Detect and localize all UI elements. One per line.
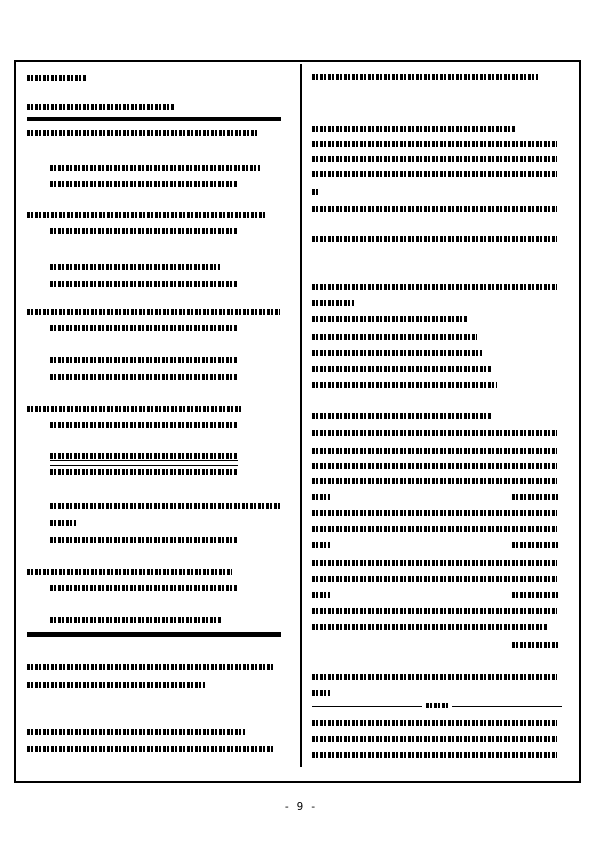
section-rule bbox=[27, 117, 281, 121]
illegible-text-line bbox=[312, 720, 557, 726]
illegible-text-line bbox=[50, 537, 238, 543]
illegible-text-line bbox=[312, 206, 557, 212]
illegible-text-line bbox=[27, 130, 257, 136]
illegible-text-line bbox=[50, 520, 76, 526]
illegible-text-line bbox=[312, 300, 354, 306]
illegible-text-line bbox=[27, 729, 245, 735]
illegible-text-line bbox=[312, 74, 538, 80]
underline-rule bbox=[50, 465, 238, 466]
illegible-text-line bbox=[312, 156, 557, 162]
illegible-text-line bbox=[312, 542, 330, 548]
illegible-text-line bbox=[312, 463, 557, 469]
illegible-text-line bbox=[312, 560, 557, 566]
illegible-text-line bbox=[50, 585, 238, 591]
underline-rule bbox=[50, 460, 238, 461]
illegible-text-line bbox=[27, 212, 267, 218]
illegible-text-line bbox=[312, 334, 477, 340]
illegible-text-line bbox=[312, 236, 557, 242]
illegible-text-line bbox=[312, 752, 557, 758]
illegible-text-line bbox=[512, 494, 560, 500]
illegible-text-line bbox=[512, 642, 560, 648]
illegible-text-line bbox=[312, 494, 330, 500]
illegible-text-line bbox=[312, 126, 516, 132]
illegible-text-line bbox=[512, 542, 560, 548]
footnote-rule bbox=[452, 706, 562, 707]
illegible-text-line bbox=[312, 350, 482, 356]
illegible-text-line bbox=[50, 228, 238, 234]
illegible-text-line bbox=[50, 181, 238, 187]
illegible-text-line bbox=[50, 325, 238, 331]
illegible-text-line bbox=[312, 448, 557, 454]
illegible-text-line bbox=[312, 576, 557, 582]
illegible-text-line bbox=[512, 592, 560, 598]
illegible-text-line bbox=[27, 309, 280, 315]
illegible-text-line bbox=[312, 526, 557, 532]
illegible-text-line bbox=[312, 624, 547, 630]
illegible-text-line bbox=[27, 682, 205, 688]
illegible-text-line bbox=[27, 569, 232, 575]
illegible-text-line bbox=[312, 284, 557, 290]
illegible-text-line bbox=[312, 430, 557, 436]
page-number: - 9 - bbox=[283, 800, 317, 813]
illegible-text-line bbox=[312, 171, 557, 177]
illegible-text-line bbox=[27, 104, 175, 110]
illegible-text-line bbox=[50, 503, 282, 509]
illegible-text-line bbox=[50, 165, 260, 171]
illegible-text-line bbox=[27, 75, 87, 81]
illegible-text-line bbox=[312, 736, 557, 742]
illegible-text-line bbox=[27, 406, 242, 412]
illegible-text-line bbox=[312, 189, 318, 195]
illegible-text-line bbox=[50, 453, 238, 459]
illegible-text-line bbox=[312, 690, 330, 696]
illegible-text-line bbox=[312, 382, 497, 388]
illegible-text-line bbox=[312, 316, 467, 322]
section-rule bbox=[27, 632, 281, 637]
illegible-text-line bbox=[50, 422, 238, 428]
illegible-text-line bbox=[312, 674, 557, 680]
illegible-text-line bbox=[312, 510, 557, 516]
illegible-text-line bbox=[50, 281, 238, 287]
illegible-text-line bbox=[27, 746, 275, 752]
illegible-text-line bbox=[50, 374, 238, 380]
illegible-text-line bbox=[312, 366, 492, 372]
illegible-text-line bbox=[312, 478, 557, 484]
illegible-text-line bbox=[27, 664, 275, 670]
illegible-text-line bbox=[312, 413, 492, 419]
illegible-text-line bbox=[50, 469, 238, 475]
illegible-text-line bbox=[312, 608, 557, 614]
illegible-text-line bbox=[312, 592, 330, 598]
illegible-text-line bbox=[50, 264, 220, 270]
illegible-text-line bbox=[50, 357, 238, 363]
illegible-text-line bbox=[312, 141, 557, 147]
footnote-rule bbox=[312, 706, 422, 707]
illegible-text-line bbox=[50, 617, 222, 623]
column-divider bbox=[300, 64, 302, 767]
illegible-text-line bbox=[426, 703, 448, 708]
